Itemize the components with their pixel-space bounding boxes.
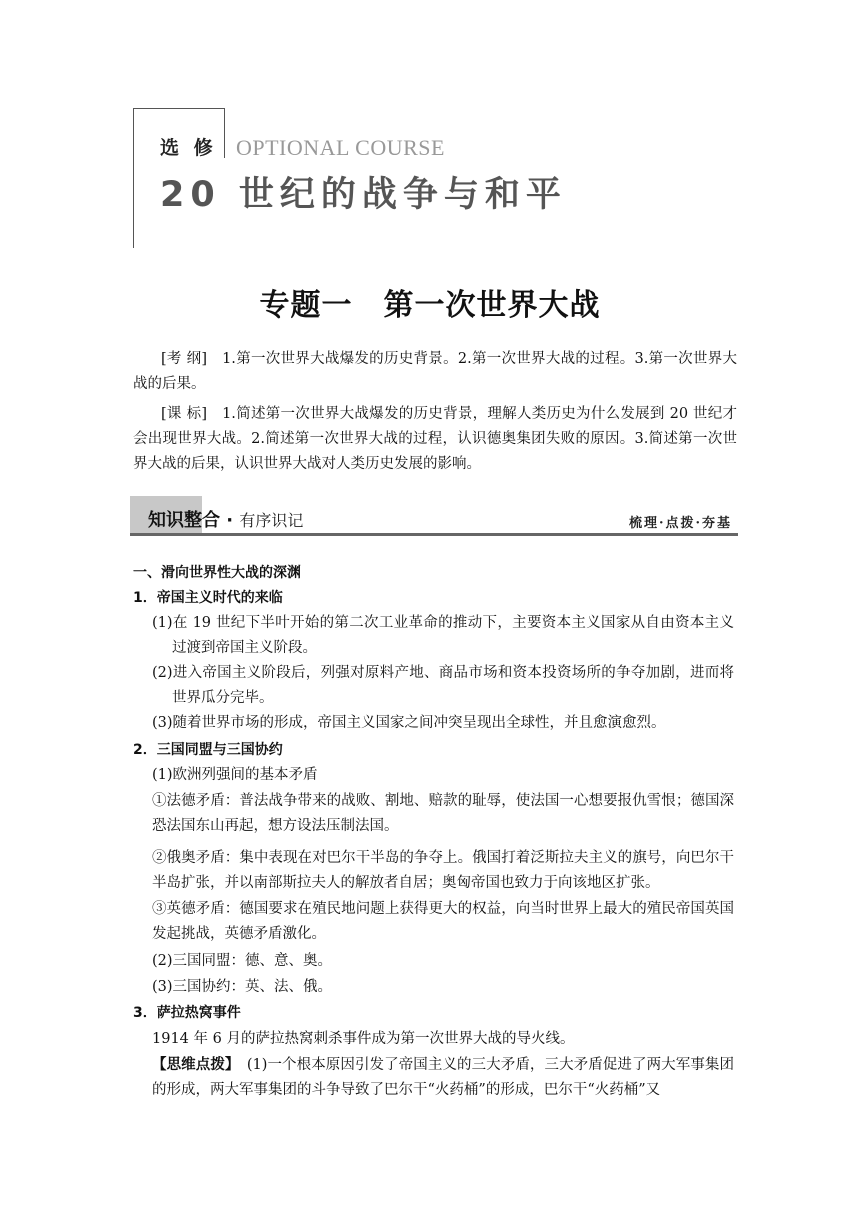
banner-dot: · (220, 510, 240, 531)
subsection-heading: 2．三国同盟与三国协约 (133, 742, 283, 758)
header-prefix: 选 修 (160, 137, 217, 159)
paragraph: 1914 年 6 月的萨拉热窝刺杀事件成为第一次世界大战的导火线。 (152, 1031, 575, 1047)
header-frame-divider (224, 108, 225, 158)
banner-sub-text: 有序识记 (239, 511, 304, 530)
section-banner (130, 496, 738, 536)
intro-kebiao: [课 标] 1.简述第一次世界大战爆发的历史背景，理解人类历史为什么发展到 20 世纪才会出现世界大战。2.简述第一次世界大战的过程，认识德奥集团失败的原因。3.简述第一次世界大战的后果，认识世界大战对人类历史发展的影响。 (133, 406, 737, 472)
list-item: (1)欧洲列强间的基本矛盾 (152, 767, 318, 783)
list-item: (1)在 19 世纪下半叶开始的第二次工业革命的推动下，主要资本主义国家从自由资本主义过渡到帝国主义阶段。 (152, 615, 734, 656)
banner-underline (130, 533, 738, 536)
contradiction-france-germany: ①法德矛盾：普法战争带来的战败、割地、赔款的耻辱，使法国一心想要报仇雪恨；德国深恐法国东山再起，想方设法压制法国。 (152, 793, 734, 834)
list-item: (3)三国协约：英、法、俄。 (152, 979, 333, 995)
banner-title (148, 506, 303, 532)
list-item: (2)三国同盟：德、意、奥。 (152, 953, 333, 969)
subsection-heading: 3．萨拉热窝事件 (133, 1005, 241, 1021)
section-heading: 一、滑向世界性大战的深渊 (133, 565, 301, 581)
banner-right-text: 梳理·点拨·夯基 (628, 516, 732, 531)
contradiction-russia-austria: ②俄奥矛盾：集中表现在对巴尔干半岛的争夺上。俄国打着泛斯拉夫主义的旗号，向巴尔干半岛扩张，并以南部斯拉夫人的解放者自居；奥匈帝国也致力于向该地区扩张。 (152, 850, 734, 891)
list-item: (3)随着世界市场的形成，帝国主义国家之间冲突呈现出全球性，并且愈演愈烈。 (152, 715, 666, 731)
list-item: (2)进入帝国主义阶段后，列强对原料产地、商品市场和资本投资场所的争夺加剧，进而将世界瓜分完毕。 (152, 665, 734, 706)
paragraph (152, 661, 734, 711)
header-optional-course: OPTIONAL COURSE (236, 135, 445, 160)
thinking-tip-label: 【思维点拨】 (152, 1057, 233, 1073)
thinking-tip-text: (1)一个根本原因引发了帝国主义的三大矛盾，三大矛盾促进了两大军事集团的形成，两大军事集团的斗争导致了巴尔干“火药桶”的形成，巴尔干“火药桶”又 (152, 1057, 734, 1098)
chapter-title: 专题一 第一次世界大战 (259, 288, 601, 323)
banner-main-text: 知识整合 (148, 510, 220, 531)
header-frame-vertical-line (133, 108, 134, 248)
paragraph (152, 611, 734, 661)
subsection-heading: 1．帝国主义时代的来临 (133, 590, 283, 606)
header-frame-top-line (133, 108, 225, 109)
intro-kaogang: [考 纲] 1.第一次世界大战爆发的历史背景。2.第一次世界大战的过程。3.第一次世界大战的后果。 (133, 351, 737, 392)
thinking-tip (152, 1053, 734, 1103)
header-title: 20 世纪的战争与和平 (160, 175, 567, 215)
contradiction-britain-germany: ③英德矛盾：德国要求在殖民地问题上获得更大的权益，向当时世界上最大的殖民帝国英国发起挑战，英德矛盾激化。 (152, 901, 734, 942)
